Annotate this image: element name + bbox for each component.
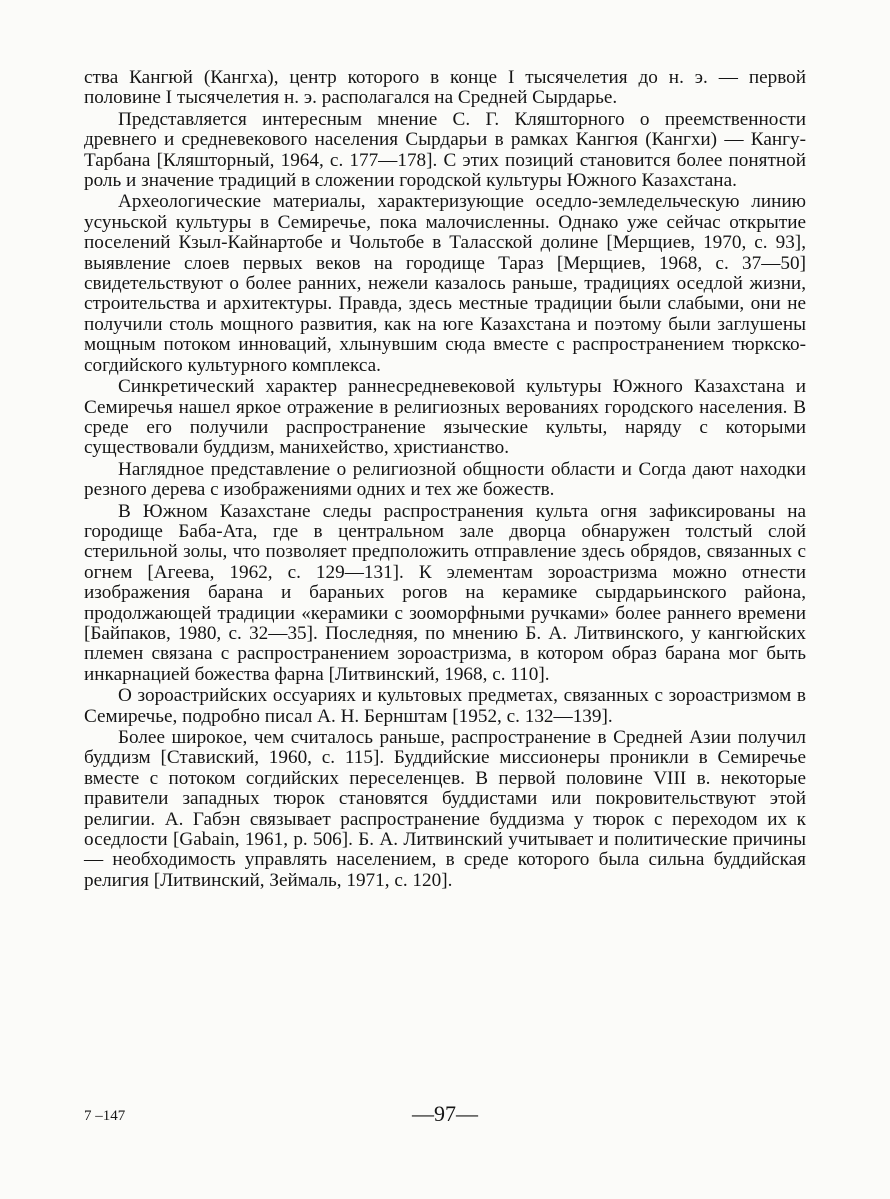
paragraph: ства Кангюй (Кангха), центр которого в конце I тысячелетия до н. э. — первой половине I тысячелетия н. э. располагался на Средней Сырдарье. [84, 67, 806, 109]
paragraph: Представляется интересным мнение С. Г. Кляшторного о преемственности древнего и средневекового населения Сырдарьи в рамках Кангюя (Кангхи) — Кангу-Тарбана [Кляшторный, 1964, с. 177—178]. С этих позиций становится более понятной роль и значение традиций в сложении городской культуры Южного Казахстана. [84, 108, 806, 192]
paragraph: Синкретический характер раннесредневековой культуры Южного Казахстана и Семиречья нашел яркое отражение в религиозных верованиях городского населения. В среде его получили распространение языческие культы, наряду с которыми существовали буддизм, манихейство, христианство. [84, 376, 806, 459]
page-text [84, 68, 806, 892]
paragraph: О зороастрийских оссуариях и культовых предметах, связанных с зороастризмом в Семиречье, подробно писал А. Н. Бернштам [1952, с. 132—139]. [84, 685, 806, 727]
printer-signature: 7 –147 [84, 1108, 126, 1124]
paragraph: Археологические материалы, характеризующие оседло-земледельческую линию усуньской культуры в Семиречье, пока малочисленны. Однако уже сейчас открытие поселений Кзыл-Кайнартобе и Чольтобе в Таласской долине [Мерщиев, 1970, с. 93], выявление слоев первых веков на городище Тараз [Мерщиев, 1968, с. 37—50] свидетельствуют о более ранних, нежели казалось раньше, традициях оседлой жизни, строительства и архитектуры. Правда, здесь местные традиции были слабыми, они не получили столь мощного развития, как на юге Казахстана и поэтому были заглушены мощным потоком инноваций, хлынувшим сюда вместе с распространением тюркско-согдийского культурного комплекса. [84, 191, 806, 376]
paragraph: В Южном Казахстане следы распространения культа огня зафиксированы на городище Баба-Ата, где в центральном зале дворца обнаружен толстый слой стерильной золы, что позволяет предположить отправление здесь обрядов, связанных с огнем [Агеева, 1962, с. 129—131]. К элементам зороастризма можно отнести изображения барана и бараньих рогов на керамике сырдарьинского района, продолжающей традиции «керамики с зооморфными ручками» более раннего времени [Байпаков, 1980, с. 32—35]. Последняя, по мнению Б. А. Литвинского, у кангюйских племен связана с распространением зороастризма, в котором образ барана мог быть инкарнацией божества фарна [Литвинский, 1968, с. 110]. [84, 500, 806, 685]
paragraph: Наглядное представление о религиозной общности области и Согда дают находки резного дерева с изображениями одних и тех же божеств. [84, 458, 806, 501]
page-number: —97— [412, 1101, 478, 1126]
paragraph: Более широкое, чем считалось раньше, распространение в Средней Азии получил буддизм [Ставиский, 1960, с. 115]. Буддийские миссионеры проникли в Семиречье вместе с потоком согдийских переселенцев. В первой половине VIII в. некоторые правители западных тюрок становятся буддистами или покровительствуют этой религии. А. Габэн связывает распространение буддизма у тюрок с переходом их к оседлости [Gabain, 1961, p. 506]. Б. А. Литвинский учитывает и политические причины — необходимость управлять населением, в среде которого была сильна буддийская религия [Литвинский, Зеймаль, 1971, с. 120]. [84, 727, 806, 891]
